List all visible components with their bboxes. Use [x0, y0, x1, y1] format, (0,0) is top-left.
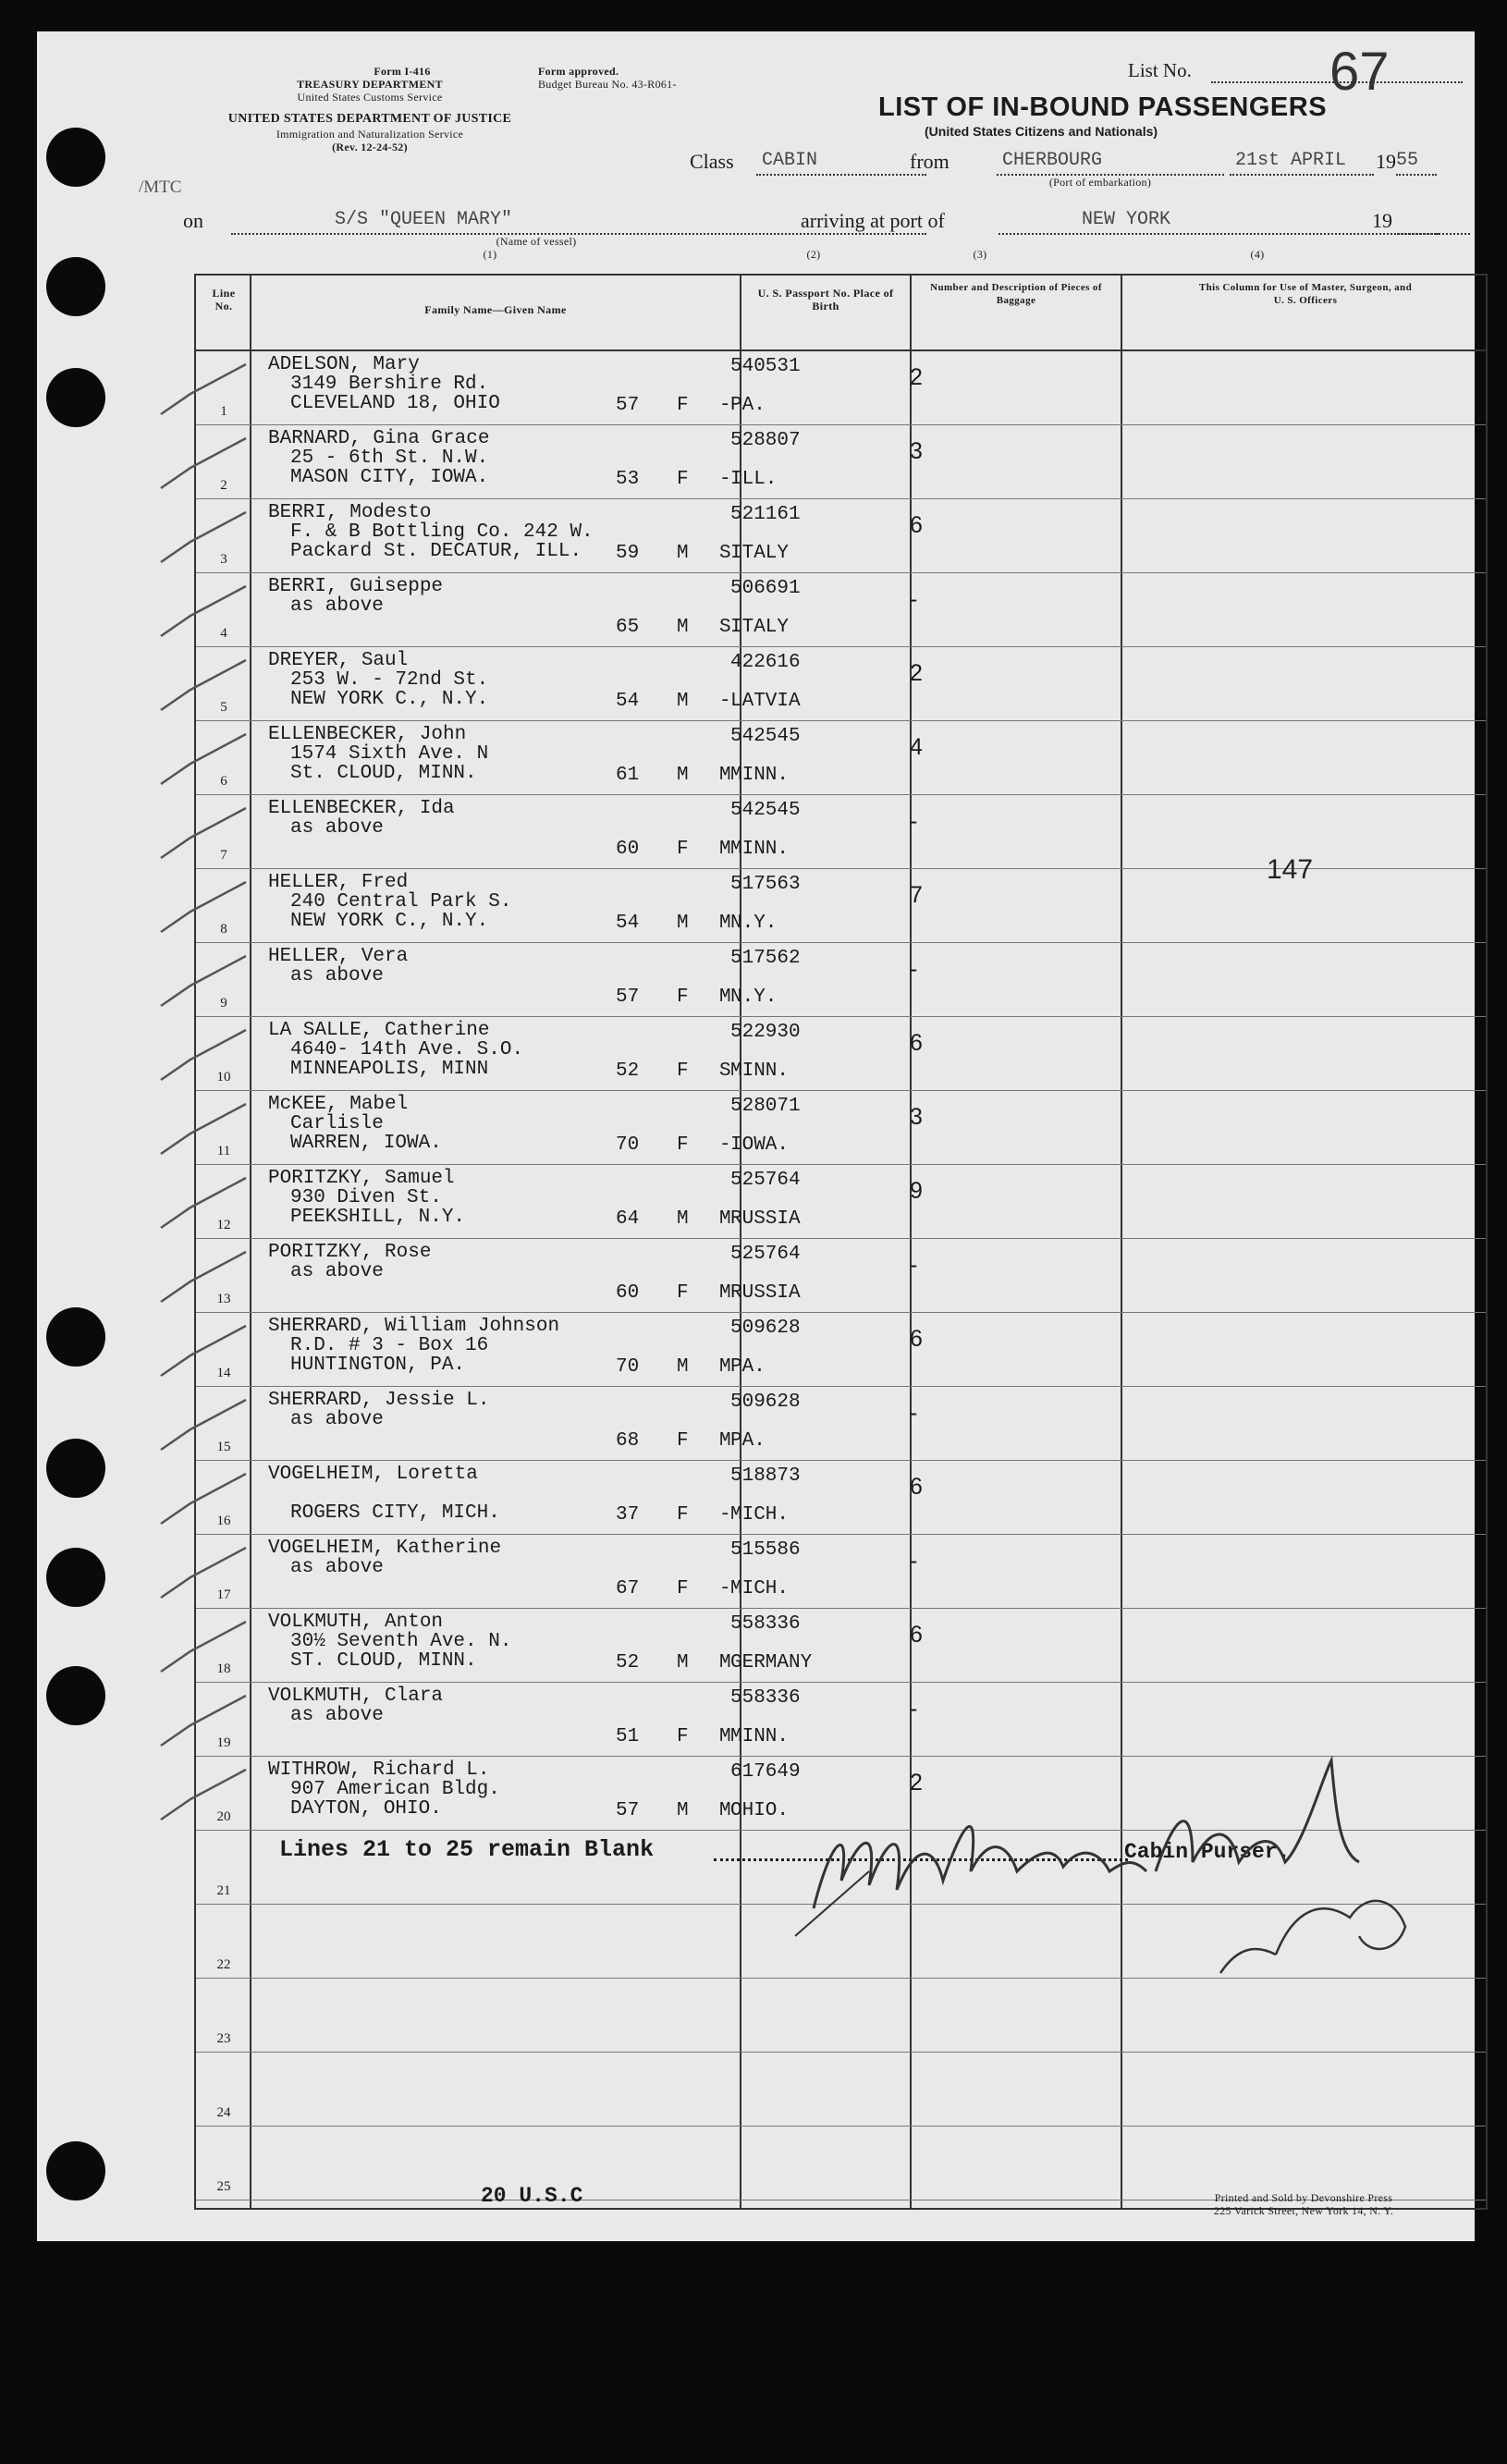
- passenger-sex: F: [677, 1578, 689, 1600]
- passenger-name: WITHROW, Richard L.: [268, 1759, 490, 1781]
- address-line-1: F. & B Bottling Co. 242 W.: [290, 521, 594, 543]
- passport-number: 518873: [730, 1465, 801, 1487]
- table-row: [196, 573, 1486, 647]
- footer-usc: 20 U.S.C: [481, 2184, 583, 2208]
- place-of-birth: RUSSIA: [730, 1208, 801, 1230]
- passenger-sex: F: [677, 1430, 689, 1452]
- passenger-sex: F: [677, 839, 689, 860]
- address-line-1: 930 Diven St.: [290, 1187, 442, 1208]
- passenger-sex: M: [677, 543, 689, 564]
- passenger-name: BERRI, Guiseppe: [268, 576, 444, 597]
- line-number: 20: [216, 1809, 231, 1824]
- line-number: 18: [216, 1661, 231, 1676]
- passenger-sex: F: [677, 987, 689, 1008]
- place-of-birth: ITALY: [730, 617, 790, 638]
- passenger-name: ELLENBECKER, Ida: [268, 798, 455, 819]
- address-line-1: 25 - 6th St. N.W.: [290, 447, 489, 469]
- place-of-birth: ILL.: [730, 469, 778, 490]
- baggage-count: -: [910, 1252, 918, 1278]
- passenger-name: BARNARD, Gina Grace: [268, 428, 490, 449]
- from-field: CHERBOURG: [997, 150, 1224, 176]
- passenger-sex: F: [677, 1726, 689, 1747]
- passenger-age: 52: [616, 1652, 640, 1673]
- marital-status: M: [719, 1430, 731, 1452]
- punch-hole-1: [46, 128, 105, 187]
- check-mark-icon: [153, 1023, 255, 1087]
- passenger-sex: M: [677, 1800, 689, 1821]
- baggage-count: 2: [910, 364, 923, 390]
- check-mark-icon: [153, 357, 255, 422]
- col-header-name: Family Name—Given Name: [424, 303, 567, 316]
- check-mark-icon: [153, 1392, 255, 1457]
- year-prefix: 19: [1376, 150, 1396, 173]
- place-of-birth: OHIO.: [730, 1800, 790, 1821]
- place-of-birth: MINN.: [730, 839, 790, 860]
- place-of-birth: PA.: [730, 1356, 766, 1378]
- line-number: 5: [220, 700, 227, 715]
- address-line-1: as above: [290, 1705, 384, 1726]
- check-mark-icon: [153, 1466, 255, 1531]
- marital-status: M: [719, 1726, 731, 1747]
- marital-status: M: [719, 765, 731, 786]
- punch-hole-4: [46, 1307, 105, 1367]
- baggage-count: 6: [910, 1326, 923, 1352]
- table-row: [196, 1239, 1486, 1313]
- vessel-caption: (Name of vessel): [496, 235, 577, 248]
- place-of-birth: MICH.: [730, 1504, 790, 1526]
- passport-number: 509628: [730, 1318, 801, 1339]
- marital-status: M: [719, 1356, 731, 1378]
- check-mark-icon: [153, 875, 255, 939]
- baggage-count: 6: [910, 512, 923, 538]
- customs-service: United States Customs Service: [297, 91, 443, 104]
- treasury-dept: TREASURY DEPARTMENT: [297, 78, 443, 91]
- passenger-age: 65: [616, 617, 640, 638]
- line-number: 10: [216, 1070, 231, 1085]
- year2-prefix: 19: [1372, 209, 1392, 232]
- passport-number: 542545: [730, 800, 801, 821]
- line-number: 17: [216, 1588, 231, 1602]
- address-line-1: as above: [290, 965, 384, 987]
- place-of-birth: MINN.: [730, 1060, 790, 1082]
- baggage-count: 9: [910, 1178, 923, 1204]
- line-number: 16: [216, 1514, 231, 1528]
- place-of-birth: MINN.: [730, 765, 790, 786]
- punch-hole-7: [46, 1666, 105, 1725]
- table-row: [196, 1979, 1486, 2053]
- marital-status: M: [719, 1652, 731, 1673]
- line-number: 6: [220, 774, 227, 789]
- marital-status: S: [719, 543, 731, 564]
- marital-status: M: [719, 1208, 731, 1230]
- passenger-sex: F: [677, 395, 689, 416]
- passenger-sex: F: [677, 1134, 689, 1156]
- passport-number: 528807: [730, 430, 801, 451]
- passenger-name: DREYER, Saul: [268, 650, 409, 671]
- passenger-age: 64: [616, 1208, 640, 1230]
- passenger-name: VOGELHEIM, Loretta: [268, 1464, 478, 1485]
- check-mark-icon: [153, 505, 255, 570]
- passenger-name: HELLER, Fred: [268, 872, 409, 893]
- passenger-name: LA SALLE, Catherine: [268, 1020, 490, 1041]
- marital-status: M: [719, 987, 731, 1008]
- manifest-subtitle: (United States Citizens and Nationals): [925, 124, 1158, 139]
- address-line-1: 3149 Bershire Rd.: [290, 374, 489, 395]
- address-line-1: as above: [290, 1409, 384, 1430]
- punch-hole-6: [46, 1548, 105, 1607]
- baggage-count: 6: [910, 1622, 923, 1648]
- passenger-sex: F: [677, 469, 689, 490]
- arrival-port-field: NEW YORK: [999, 209, 1470, 235]
- vessel-field: S/S "QUEEN MARY": [231, 209, 926, 235]
- passenger-name: PORITZKY, Rose: [268, 1242, 432, 1263]
- baggage-count: -: [910, 956, 918, 982]
- passenger-age: 57: [616, 1800, 640, 1821]
- address-line-2: CLEVELAND 18, OHIO: [290, 393, 500, 414]
- place-of-birth: IOWA.: [730, 1134, 790, 1156]
- marital-status: -: [719, 1504, 731, 1526]
- place-of-birth: LATVIA: [730, 691, 801, 712]
- line-number: 3: [220, 552, 227, 567]
- line-number: 4: [220, 626, 227, 641]
- table-row: [196, 943, 1486, 1017]
- passport-number: 517563: [730, 874, 801, 895]
- col-header-passport: U. S. Passport No. Place of Birth: [757, 287, 894, 313]
- address-line-1: Carlisle: [290, 1113, 384, 1134]
- marital-status: -: [719, 1134, 731, 1156]
- ins-service: Immigration and Naturalization Service: [276, 128, 464, 141]
- line-number: 23: [216, 2031, 231, 2046]
- passenger-age: 52: [616, 1060, 640, 1082]
- baggage-count: -: [910, 586, 918, 612]
- class-field: CABIN: [756, 150, 926, 176]
- line-number: 2: [220, 478, 227, 493]
- list-no-value: 67: [1329, 42, 1390, 102]
- table-row: [196, 1017, 1486, 1091]
- place-of-birth: GERMANY: [730, 1652, 813, 1673]
- address-line-2: NEW YORK C., N.Y.: [290, 689, 489, 710]
- address-line-2: Packard St. DECATUR, ILL.: [290, 541, 582, 562]
- passenger-age: 51: [616, 1726, 640, 1747]
- passenger-age: 70: [616, 1134, 640, 1156]
- table-row: [196, 1535, 1486, 1609]
- table-row: [196, 2053, 1486, 2127]
- table-row: [196, 1387, 1486, 1461]
- address-line-2: HUNTINGTON, PA.: [290, 1355, 466, 1376]
- mtc-code: /MTC: [139, 178, 182, 197]
- passenger-name: BERRI, Modesto: [268, 502, 432, 523]
- punch-hole-5: [46, 1439, 105, 1498]
- table-row: [196, 425, 1486, 499]
- passenger-name: SHERRARD, Jessie L.: [268, 1390, 490, 1411]
- passenger-age: 37: [616, 1504, 640, 1526]
- passport-number: 522930: [730, 1022, 801, 1043]
- line-number: 22: [216, 1957, 231, 1972]
- col-header-line-no: Line No.: [212, 287, 236, 313]
- passport-number: 525764: [730, 1170, 801, 1191]
- class-label: Class: [690, 150, 734, 173]
- line-number: 14: [216, 1366, 231, 1380]
- passenger-age: 59: [616, 543, 640, 564]
- address-line-2: ROGERS CITY, MICH.: [290, 1502, 500, 1524]
- address-line-1: 1574 Sixth Ave. N: [290, 743, 489, 765]
- marital-status: -: [719, 1578, 731, 1600]
- table-row: [196, 1461, 1486, 1535]
- printer-line-2: 225 Varick Street, New York 14, N. Y.: [1213, 2204, 1394, 2217]
- table-row: [196, 499, 1486, 573]
- passport-number: 542545: [730, 726, 801, 747]
- address-line-1: 4640- 14th Ave. S.O.: [290, 1039, 524, 1060]
- passenger-age: 54: [616, 913, 640, 934]
- passenger-age: 53: [616, 469, 640, 490]
- line-number: 11: [216, 1144, 231, 1158]
- address-line-2: MINNEAPOLIS, MINN: [290, 1059, 489, 1080]
- check-mark-icon: [153, 1762, 255, 1827]
- passenger-age: 67: [616, 1578, 640, 1600]
- table-row: [196, 1091, 1486, 1165]
- passport-number: 517562: [730, 948, 801, 969]
- passenger-age: 60: [616, 839, 640, 860]
- passenger-sex: M: [677, 691, 689, 712]
- check-mark-icon: [153, 1540, 255, 1605]
- passenger-sex: F: [677, 1504, 689, 1526]
- check-mark-icon: [153, 431, 255, 496]
- address-line-1: as above: [290, 595, 384, 617]
- passenger-name: VOGELHEIM, Katherine: [268, 1538, 502, 1559]
- check-mark-icon: [153, 1688, 255, 1753]
- col-num-3: (3): [973, 248, 987, 261]
- passenger-age: 61: [616, 765, 640, 786]
- list-no-label: List No.: [1128, 59, 1192, 81]
- baggage-count: 7: [910, 882, 923, 908]
- passport-number: 515586: [730, 1539, 801, 1561]
- table-row: [196, 351, 1486, 425]
- punch-hole-8: [46, 2141, 105, 2200]
- passport-number: 521161: [730, 504, 801, 525]
- date-field: 21st APRIL: [1230, 150, 1374, 176]
- passenger-name: ADELSON, Mary: [268, 354, 420, 375]
- marital-status: -: [719, 395, 731, 416]
- passenger-name: VOLKMUTH, Anton: [268, 1612, 444, 1633]
- address-line-1: as above: [290, 1557, 384, 1578]
- passenger-sex: M: [677, 913, 689, 934]
- passenger-sex: M: [677, 1652, 689, 1673]
- check-mark-icon: [153, 801, 255, 865]
- purser-signature: [758, 1723, 1424, 1982]
- line-number: 8: [220, 922, 227, 937]
- passenger-sex: F: [677, 1282, 689, 1304]
- marital-status: M: [719, 913, 731, 934]
- revision-date: (Rev. 12-24-52): [332, 141, 408, 153]
- line-number: 25: [216, 2179, 231, 2194]
- passenger-age: 54: [616, 691, 640, 712]
- passenger-name: ELLENBECKER, John: [268, 724, 467, 745]
- budget-bureau: Budget Bureau No. 43-R061-: [538, 78, 677, 91]
- baggage-count: 6: [910, 1474, 923, 1500]
- col-num-2: (2): [806, 248, 821, 261]
- table-row: [196, 1313, 1486, 1387]
- check-mark-icon: [153, 1318, 255, 1383]
- justice-dept: UNITED STATES DEPARTMENT OF JUSTICE: [227, 112, 512, 126]
- marital-status: -: [719, 469, 731, 490]
- line-number: 13: [216, 1292, 231, 1306]
- marital-status: S: [719, 617, 731, 638]
- place-of-birth: N.Y.: [730, 913, 778, 934]
- printer-line-1: Printed and Sold by Devonshire Press: [1214, 2191, 1393, 2204]
- passport-number: 528071: [730, 1096, 801, 1117]
- passenger-age: 57: [616, 987, 640, 1008]
- baggage-count: 3: [910, 438, 923, 464]
- address-line-1: as above: [290, 1261, 384, 1282]
- address-line-2: PEEKSHILL, N.Y.: [290, 1207, 466, 1228]
- baggage-count: 2: [910, 660, 923, 686]
- address-line-2: DAYTON, OHIO.: [290, 1798, 442, 1820]
- passenger-age: 57: [616, 395, 640, 416]
- address-line-1: 253 W. - 72nd St.: [290, 669, 489, 691]
- passenger-name: VOLKMUTH, Clara: [268, 1686, 444, 1707]
- passport-number: 558336: [730, 1687, 801, 1709]
- passenger-age: 70: [616, 1356, 640, 1378]
- baggage-count: 2: [910, 1770, 923, 1796]
- place-of-birth: RUSSIA: [730, 1282, 801, 1304]
- table-row: [196, 1165, 1486, 1239]
- marital-status: M: [719, 1800, 731, 1821]
- officer-note: 147: [1267, 854, 1314, 885]
- col-num-1: (1): [483, 248, 497, 261]
- address-line-2: ST. CLOUD, MINN.: [290, 1650, 477, 1672]
- place-of-birth: ITALY: [730, 543, 790, 564]
- on-label: on: [183, 209, 203, 232]
- baggage-count: -: [910, 1400, 918, 1426]
- manifest-page: [37, 31, 1475, 2241]
- marital-status: S: [719, 1060, 731, 1082]
- line-number: 19: [216, 1735, 231, 1750]
- line-number: 12: [216, 1218, 231, 1232]
- passport-number: 509628: [730, 1391, 801, 1413]
- check-mark-icon: [153, 1171, 255, 1235]
- line-number: 1: [220, 404, 227, 419]
- baggage-count: -: [910, 1548, 918, 1574]
- year2-underline: [1394, 233, 1439, 235]
- address-line-2: NEW YORK C., N.Y.: [290, 911, 489, 932]
- line-number: 9: [220, 996, 227, 1011]
- table-row: [196, 2127, 1486, 2200]
- purser-title: Cabin Purser.: [1124, 1840, 1291, 1864]
- address-line-1: as above: [290, 817, 384, 839]
- form-approved: Form approved.: [538, 65, 619, 78]
- check-mark-icon: [153, 727, 255, 791]
- passport-number: 617649: [730, 1761, 801, 1783]
- passenger-sex: M: [677, 765, 689, 786]
- place-of-birth: MINN.: [730, 1726, 790, 1747]
- passport-number: 422616: [730, 652, 801, 673]
- place-of-birth: PA.: [730, 395, 766, 416]
- address-line-2: WARREN, IOWA.: [290, 1133, 442, 1154]
- passenger-name: PORITZKY, Samuel: [268, 1168, 455, 1189]
- passenger-name: McKEE, Mabel: [268, 1094, 409, 1115]
- place-of-birth: MICH.: [730, 1578, 790, 1600]
- from-label: from: [910, 150, 950, 173]
- check-mark-icon: [153, 653, 255, 717]
- address-line-2: MASON CITY, IOWA.: [290, 467, 489, 488]
- address-line-2: St. CLOUD, MINN.: [290, 763, 477, 784]
- line-number: 21: [216, 1883, 231, 1898]
- check-mark-icon: [153, 949, 255, 1013]
- check-mark-icon: [153, 1614, 255, 1679]
- passenger-sex: M: [677, 617, 689, 638]
- address-line-1: R.D. # 3 - Box 16: [290, 1335, 489, 1356]
- arriving-label: arriving at port of: [801, 209, 945, 232]
- passport-number: 506691: [730, 578, 801, 599]
- col-num-4: (4): [1250, 248, 1265, 261]
- table-row: [196, 647, 1486, 721]
- baggage-count: 4: [910, 734, 923, 760]
- check-mark-icon: [153, 1097, 255, 1161]
- form-number: Form I-416: [374, 65, 431, 78]
- baggage-count: -: [910, 1696, 918, 1722]
- address-line-1: 907 American Bldg.: [290, 1779, 500, 1800]
- baggage-count: 3: [910, 1104, 923, 1130]
- passport-number: 525764: [730, 1244, 801, 1265]
- place-of-birth: PA.: [730, 1430, 766, 1452]
- check-mark-icon: [153, 1244, 255, 1309]
- punch-hole-3: [46, 368, 105, 427]
- table-row: [196, 1609, 1486, 1683]
- year-suffix: 55: [1396, 150, 1437, 176]
- port-embark-caption: (Port of embarkation): [1048, 176, 1152, 189]
- passport-number: 558336: [730, 1613, 801, 1635]
- line-number: 7: [220, 848, 227, 863]
- passenger-name: HELLER, Vera: [268, 946, 409, 967]
- col-header-baggage: Number and Description of Pieces of Baggage: [930, 282, 1102, 306]
- manifest-title: LIST OF IN-BOUND PASSENGERS: [878, 92, 1328, 122]
- passenger-sex: M: [677, 1208, 689, 1230]
- passenger-sex: M: [677, 1356, 689, 1378]
- marital-status: M: [719, 839, 731, 860]
- address-line-1: 240 Central Park S.: [290, 891, 512, 913]
- place-of-birth: N.Y.: [730, 987, 778, 1008]
- passenger-sex: F: [677, 1060, 689, 1082]
- marital-status: -: [719, 691, 731, 712]
- line-number: 24: [216, 2105, 231, 2120]
- baggage-count: 6: [910, 1030, 923, 1056]
- passenger-age: 68: [616, 1430, 640, 1452]
- line-number: 15: [216, 1440, 231, 1454]
- marital-status: M: [719, 1282, 731, 1304]
- baggage-count: -: [910, 808, 918, 834]
- table-row: [196, 721, 1486, 795]
- check-mark-icon: [153, 579, 255, 644]
- punch-hole-2: [46, 257, 105, 316]
- passport-number: 540531: [730, 356, 801, 377]
- passenger-age: 60: [616, 1282, 640, 1304]
- blank-lines-note: Lines 21 to 25 remain Blank: [279, 1836, 655, 1863]
- passenger-name: SHERRARD, William Johnson: [268, 1316, 560, 1337]
- address-line-1: 30½ Seventh Ave. N.: [290, 1631, 512, 1652]
- col-header-officers: This Column for Use of Master, Surgeon, and U. S. Officers: [1198, 282, 1413, 306]
